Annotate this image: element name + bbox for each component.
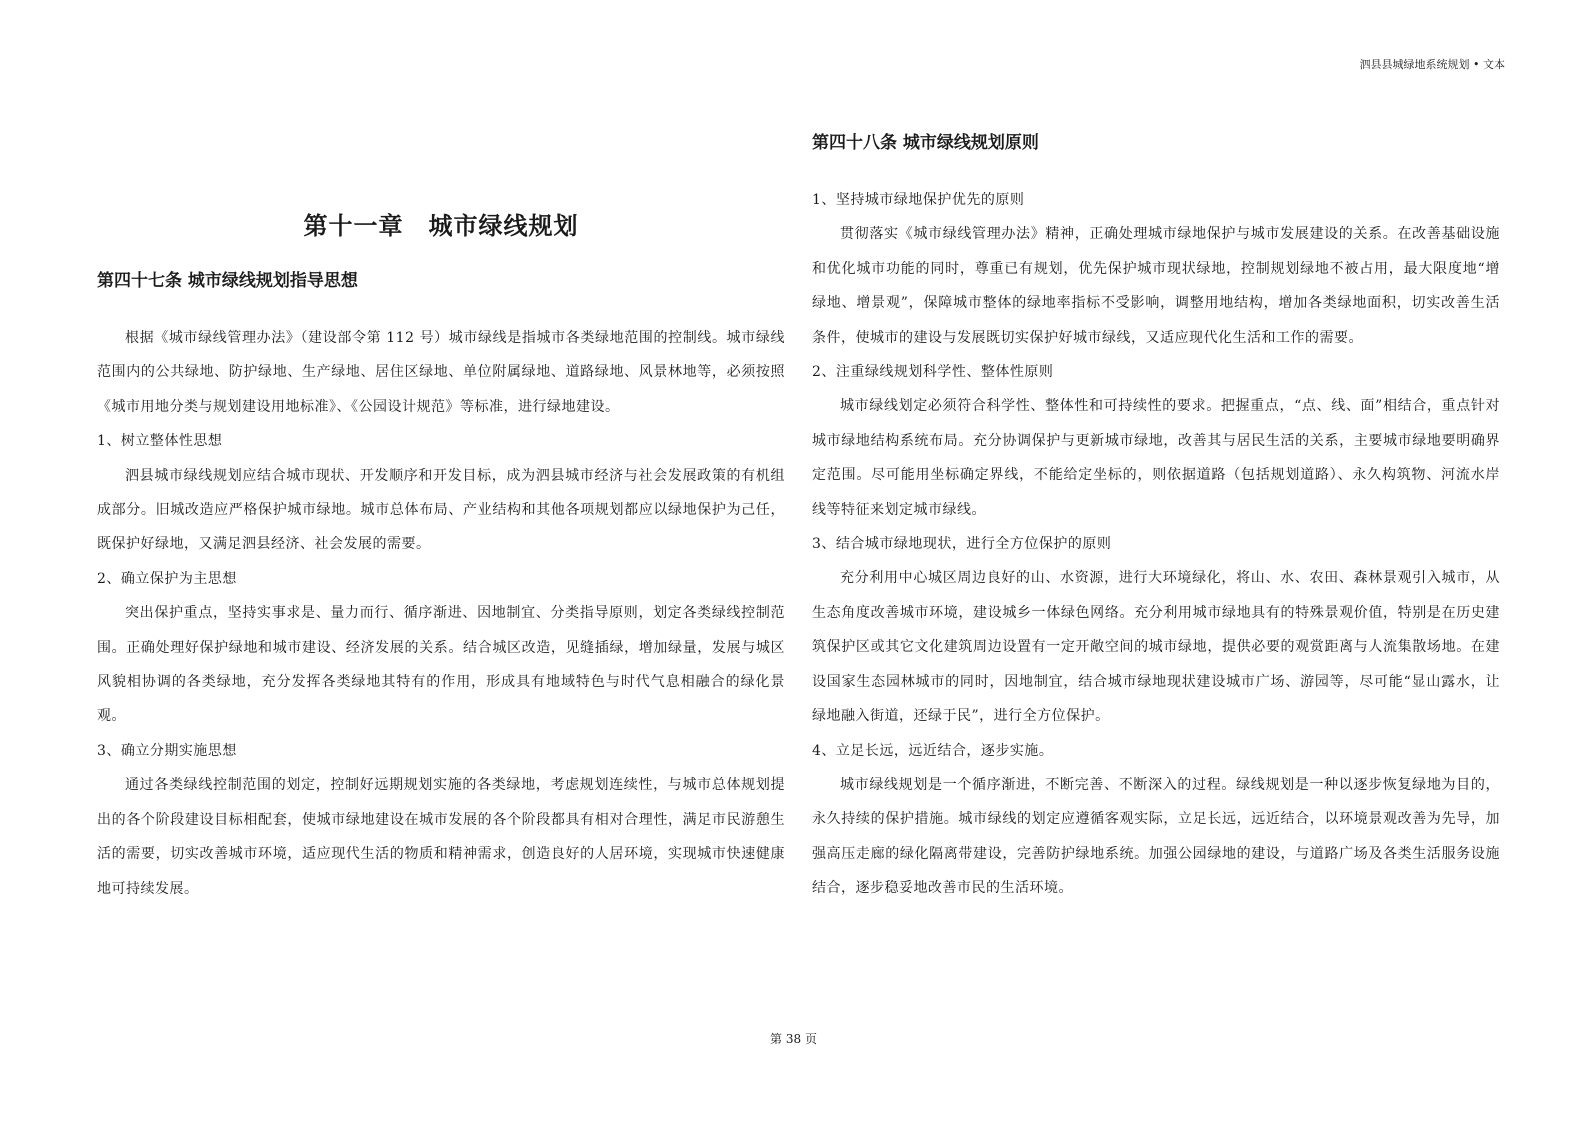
section-text: 城市绿线规划是一个循序渐进，不断完善、不断深入的过程。绿线规划是一种以逐步恢复绿地为目的，永久持续的保护措施。城市绿线的划定应遵循客观实际，立足长远，远近结合，以环境景观改善为先导，加强高压走廊的绿化隔离带建设，完善防护绿地系统。加强公园绿地的建设，与道路广场及各类生活服务设施结合，逐步稳妥地改善市民的生活环境。 [812,776,1500,897]
section-text: 贯彻落实《城市绿线管理办法》精神，正确处理城市绿地保护与城市发展建设的关系。在改善基础设施和优化城市功能的同时，尊重已有规划，优先保护城市现状绿地，控制规划绿地不被占用，最大限度地“增绿地、增景观”，保障城市整体的绿地率指标不受影响，调整用地结构，增加各类绿地面积，切实改善生活条件，使城市的建设与发展既切实保护好城市绿线，又适应现代化生活和工作的需要。 [812,226,1500,346]
section-text: 泗县城市绿线规划应结合城市现状、开发顺序和开发目标，成为泗县城市经济与社会发展政策的有机组成部分。旧城改造应严格保护城市绿地。城市总体布局、产业结构和其他各项规划都应以绿地保护为己任，既保护好绿地，又满足泗县经济、社会发展的需要。 [97,467,785,553]
section-heading: 1、坚持城市绿地保护优先的原则 [812,192,1025,208]
article-48-body [812,183,1500,906]
article-47-intro: 根据《城市绿线管理办法》（建设部令第 112 号）城市绿线是指城市各类绿地范围的控制线。城市绿线范围内的公共绿地、防护绿地、生产绿地、居住区绿地、单位附属绿地、道路绿地、风景林地等，必须按照《城市用地分类与规划建设用地标准》、《公园设计规范》等标准，进行绿地建设。 [97,330,785,415]
section-heading: 2、注重绿线规划科学性、整体性原则 [812,364,1054,381]
section-heading: 4、立足长远，远近结合，逐步实施。 [812,742,1054,759]
section-heading: 3、结合城市绿地现状，进行全方位保护的原则 [812,536,1112,553]
section-text: 充分利用中心城区周边良好的山、水资源，进行大环境绿化，将山、水、农田、森林景观引入城市，从生态角度改善城市环境，建设城乡一体绿色网络。充分利用城市绿地具有的特殊景观价值，特别是在历史建筑保护区或其它文化建筑周边设置有一定开敞空间的城市绿地，提供必要的观赏距离与人流集散场地。在建设国家生态园林城市的同时，因地制宜，结合城市绿地现状建设城市广场、游园等，尽可能“显山露水，让绿地融入街道，还绿于民”，进行全方位保护。 [812,570,1500,725]
article-47-title: 第四十七条 城市绿线规划指导思想 [97,271,358,291]
page-number: 第 38 页 [770,1032,817,1046]
section-heading: 2、确立保护为主思想 [97,570,237,587]
article-47-body [97,321,785,906]
section-heading: 1、树立整体性思想 [97,433,223,450]
running-header: 泗县县城绿地系统规划 • 文本 [1359,58,1505,71]
section-text: 城市绿线划定必须符合科学性、整体性和可持续性的要求。把握重点，“点、线、面”相结合，重点针对城市绿地结构系统布局。充分协调保护与更新城市绿地，改善其与居民生活的关系，主要城市绿地要明确界定范围。尽可能用坐标确定界线，不能给定坐标的，则依据道路（包括规划道路）、永久构筑物、河流水岸线等特征来划定城市绿线。 [812,398,1500,518]
section-heading: 3、确立分期实施思想 [97,742,237,759]
chapter-title: 第十一章 城市绿线规划 [303,212,579,240]
article-48-title: 第四十八条 城市绿线规划原则 [812,133,1039,153]
section-text: 通过各类绿线控制范围的划定，控制好远期规划实施的各类绿地，考虑规划连续性，与城市总体规划提出的各个阶段建设目标相配套，使城市绿地建设在城市发展的各个阶段都具有相对合理性，满足市民游憩生活的需要，切实改善城市环境，适应现代生活的物质和精神需求，创造良好的人居环境，实现城市快速健康地可持续发展。 [97,777,785,897]
section-text: 突出保护重点，坚持实事求是、量力而行、循序渐进、因地制宜、分类指导原则，划定各类绿线控制范围。正确处理好保护绿地和城市建设、经济发展的关系。结合城区改造，见缝插绿，增加绿量，发展与城区风貌相协调的各类绿地，充分发挥各类绿地其特有的作用，形成具有地域特色与时代气息相融合的绿化景观。 [97,605,785,725]
